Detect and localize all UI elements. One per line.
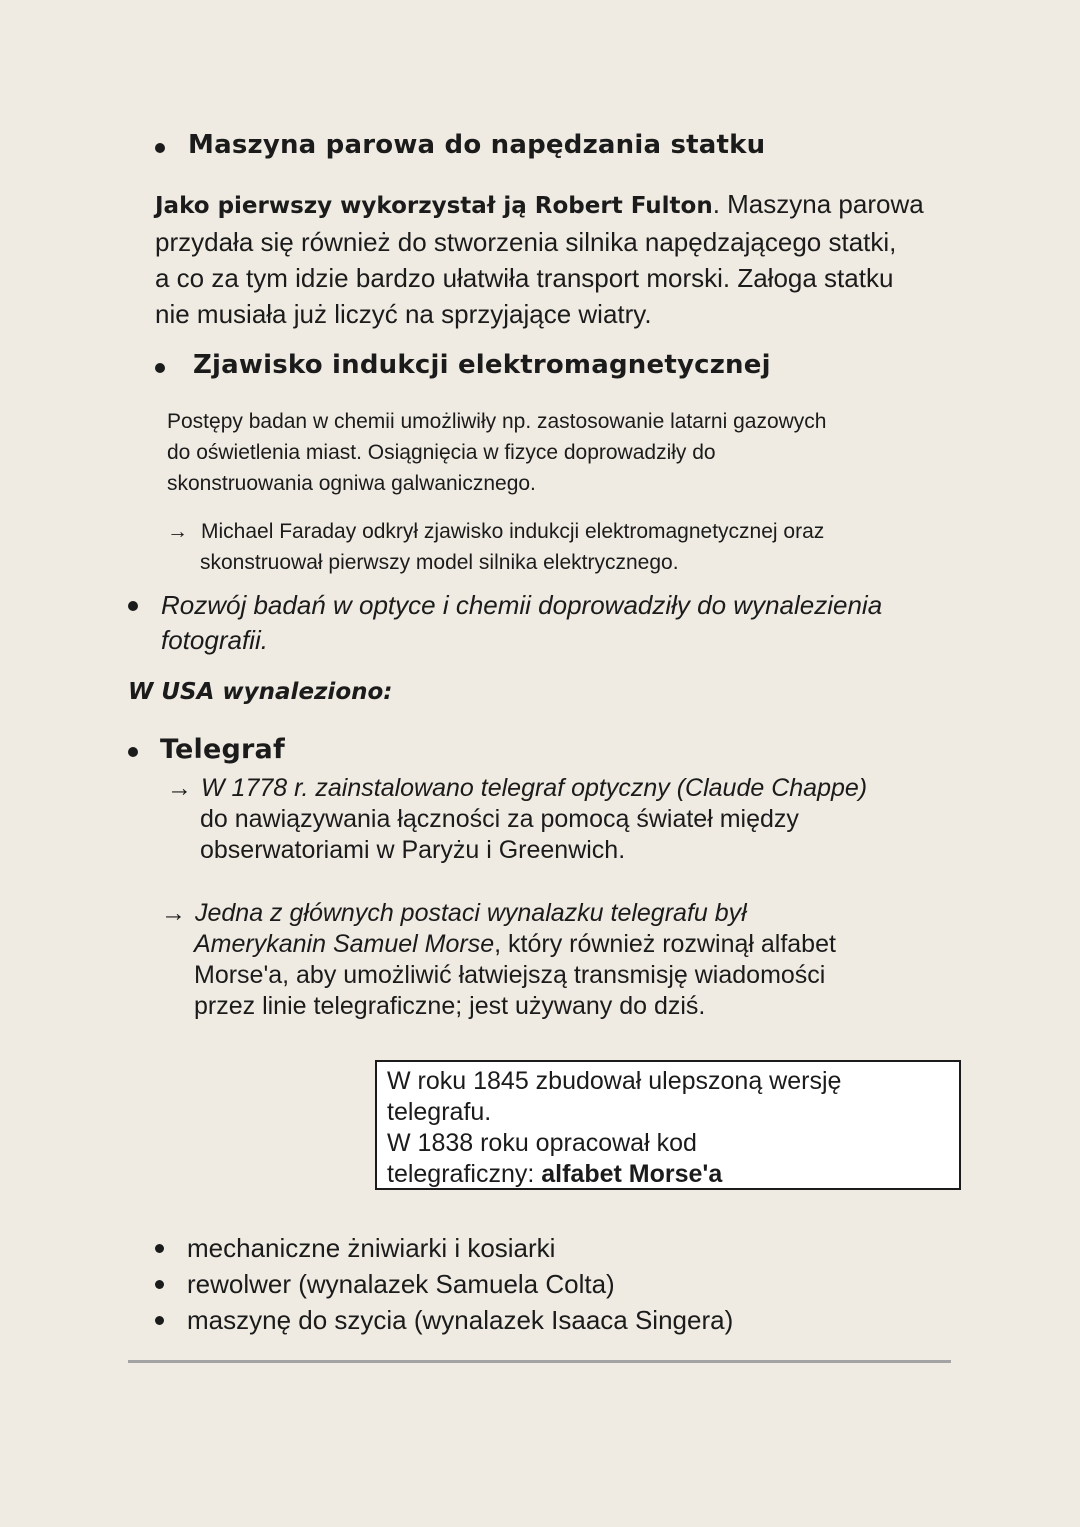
bullet-icon	[155, 363, 165, 373]
text-span: . Maszyna parowa	[712, 189, 924, 219]
bullet-icon	[155, 1244, 164, 1253]
paragraph-steam-engine	[155, 186, 975, 332]
heading-telegraph: Telegraf	[160, 734, 285, 765]
text-line: obserwatoriami w Paryżu i Greenwich.	[200, 836, 626, 864]
morse-info-box	[375, 1060, 961, 1190]
bullet-icon	[128, 601, 138, 611]
arrow-icon: →	[167, 520, 188, 543]
paragraph-photography	[161, 588, 981, 658]
arrow-note-chappe	[167, 773, 987, 866]
heading-usa: W USA wynaleziono:	[128, 679, 393, 705]
text-line: Rozwój badań w optyce i chemii doprowadziły do wynalezienia	[161, 590, 883, 620]
bold-fulton: Jako pierwszy wykorzystał ją Robert Fulton	[155, 193, 713, 219]
text-line: W 1838 roku opracował kod	[387, 1129, 697, 1157]
text-span: Michael Faraday odkrył zjawisko indukcji elektromagnetycznej oraz	[201, 520, 825, 543]
text-span: telegraficzny:	[387, 1160, 542, 1188]
list-item: maszynę do szycia (wynalazek Isaaca Singera)	[187, 1305, 734, 1335]
text-line: Morse'a, aby umożliwić łatwiejszą transmisję wiadomości	[194, 961, 826, 989]
bullet-icon	[128, 747, 138, 757]
text-span: Jedna z głównych postaci wynalazku telegrafu był	[195, 899, 747, 927]
text-line: W roku 1845 zbudował ulepszoną wersję	[387, 1067, 842, 1095]
text-line: nie musiała już liczyć na sprzyjające wiatry.	[155, 299, 652, 329]
bullet-icon	[155, 1316, 164, 1325]
paragraph-induction	[167, 406, 967, 499]
text-span: Amerykanin Samuel Morse	[194, 930, 495, 958]
arrow-icon: →	[161, 899, 186, 927]
text-line: przydała się również do stworzenia silnika napędzającego statki,	[155, 227, 897, 257]
list-item: rewolwer (wynalazek Samuela Colta)	[187, 1269, 615, 1299]
divider	[128, 1360, 951, 1363]
text-line: telegrafu.	[387, 1098, 492, 1126]
text-line: skonstruował pierwszy model silnika elektrycznego.	[200, 551, 679, 574]
text-line: Postępy badan w chemii umożliwiły np. zastosowanie latarni gazowych	[167, 410, 827, 433]
text-line: fotografii.	[161, 625, 268, 655]
text-line: a co za tym idzie bardzo ułatwiła transport morski. Załoga statku	[155, 263, 894, 293]
list-item: mechaniczne żniwiarki i kosiarki	[187, 1233, 556, 1263]
bold-morse-alphabet: alfabet Morse'a	[541, 1160, 723, 1188]
bullet-icon	[155, 143, 165, 153]
text-span: W 1778 r. zainstalowano telegraf optyczny (Claude Chappe)	[201, 774, 868, 802]
text-line: do oświetlenia miast. Osiągnięcia w fizyce doprowadziły do	[167, 441, 716, 464]
text-span: , który również rozwinął alfabet	[494, 930, 836, 958]
text-line: do nawiązywania łączności za pomocą świateł między	[200, 805, 799, 833]
text-line: skonstruowania ogniwa galwanicznego.	[167, 472, 536, 495]
arrow-note-morse	[161, 898, 981, 1022]
heading-induction: Zjawisko indukcji elektromagnetycznej	[193, 350, 771, 380]
arrow-note-faraday	[167, 516, 967, 578]
text-line: przez linie telegraficzne; jest używany do dziś.	[194, 992, 706, 1020]
arrow-icon: →	[167, 774, 192, 802]
bullet-icon	[155, 1280, 164, 1289]
heading-steam-engine: Maszyna parowa do napędzania statku	[188, 130, 766, 160]
